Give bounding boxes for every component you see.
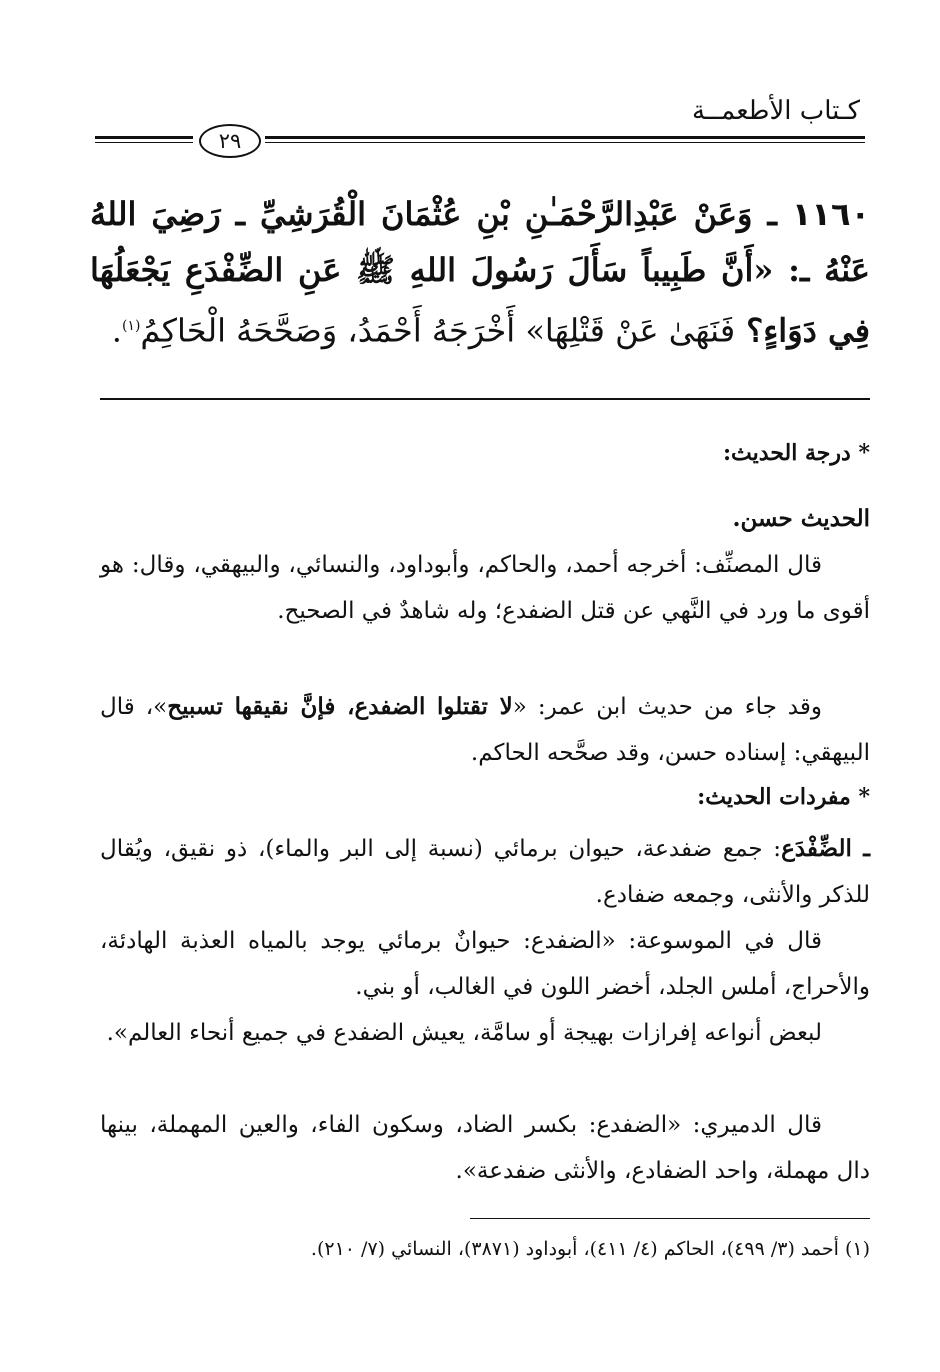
hadith-grade-text: الحديث حسن. <box>732 505 870 532</box>
ibn-umar-quote: لا تقتلوا الضفدع، فإنَّ نقيقها تسبيح <box>167 693 513 720</box>
header-rule-right-line <box>265 136 865 143</box>
hadith-number: ١١٦٠ <box>791 195 871 233</box>
hadith-footnote-marker: (١) <box>121 318 141 334</box>
paragraph-frog-definition <box>100 826 870 918</box>
footnote-rule <box>470 1218 870 1219</box>
hadith-dash: ـ <box>752 195 777 233</box>
ibn-umar-lead: وقد جاء من حديث ابن عمر: « <box>512 694 822 720</box>
paragraph-encyclopedia: قال في الموسوعة: «الضفدع: حيوانٌ برمائي يوجد بالمياه العذبة الهادئة، والأحراج، أملس الجلد، أخضر اللون في الغالب، أو بني. <box>100 928 870 1000</box>
paragraph-species: لبعض أنواعه إفرازات بهيجة أو سامَّة، يعيش الضفدع في جميع أنحاء العالم». <box>106 1020 822 1046</box>
paragraph-author-note: قال المصنِّف: أخرجه أحمد، والحاكم، وأبوداود، والنسائي، والبيهقي، وقال: هو أقوى ما ورد في النَّهي عن قتل الضفدع؛ وله شاهدٌ في الصحيح. <box>100 552 870 624</box>
hadith-text <box>90 186 870 359</box>
footnote <box>90 1238 870 1260</box>
paragraph-damiri: قال الدميري: «الضفدع: بكسر الضاد، وسكون الفاء، والعين المهملة، بينها دال مهملة، واحد الضفادع، والأنثى ضفدعة». <box>100 1112 870 1184</box>
footnote-text: أحمد (٣/ ٤٩٩)، الحاكم (٤/ ٤١١)، أبوداود (٣٨٧١)، النسائي (٧/ ٢١٠). <box>310 1238 839 1260</box>
heading-hadith-grade: * درجة الحديث: <box>722 440 870 466</box>
hadith-line-2: عَنْهُ ـ: «أَنَّ طَبِيباً سَأَلَ رَسُولَ اللهِ ﷺ عَنِ الضِّفْدَعِ يَجْعَلُهَا فِي دَوَاءٍ؟ <box>90 251 870 350</box>
term-frog: ـ الضِّفْدَع <box>781 835 870 862</box>
hadith-line-1: وَعَنْ عَبْدِالرَّحْمَـٰنِ بْنِ عُثْمَانَ الْقُرَشِيِّ ـ رَضِيَ اللهُ <box>90 195 753 233</box>
footnote-marker: (١) <box>844 1238 870 1260</box>
section-separator-rule <box>100 398 870 400</box>
term-frog-definition: : جمع ضفدعة، حيوان برمائي (نسبة إلى البر والماء)، ذو نقيق، ويُقال للذكر والأنثى، وجمعه ضفادع. <box>100 836 870 908</box>
header-rule-left-line <box>95 136 193 143</box>
paragraph-ibn-umar <box>100 684 870 776</box>
heading-vocabulary: * مفردات الحديث: <box>697 784 870 810</box>
ibn-umar-tail: »، قال البيهقي: إسناده حسن، وقد صحَّحه الحاكم. <box>100 694 870 766</box>
header-rule <box>95 124 865 166</box>
running-header-title: كـتاب الأطعمــة <box>692 96 860 126</box>
hadith-line-3: فَنَهَىٰ عَنْ قَتْلِهَا» أَخْرَجَهُ أَحْمَدُ، وَصَحَّحَهُ الْحَاكِمُ <box>140 311 736 350</box>
hadith-end-mark: . <box>111 311 122 350</box>
page-number: ٢٩ <box>199 124 261 158</box>
